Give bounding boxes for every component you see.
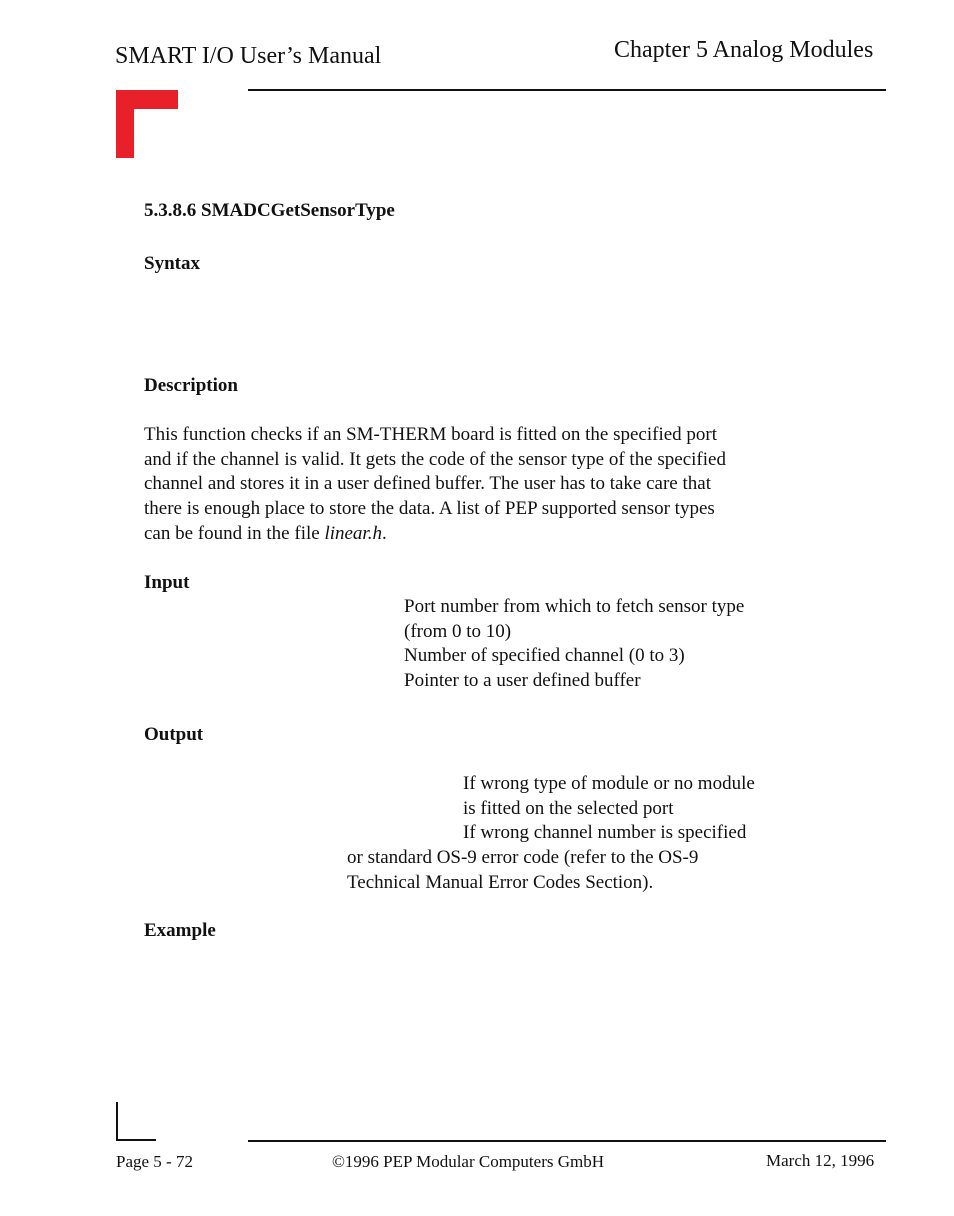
output-line: or standard OS-9 error code (refer to the OS-9 [347, 847, 699, 868]
example-heading: Example [144, 920, 216, 941]
copyright: ©1996 PEP Modular Computers GmbH [332, 1152, 605, 1171]
header-rule [248, 89, 886, 91]
input-line: Number of specified channel (0 to 3) [404, 645, 685, 666]
output-line: If wrong channel number is specified [463, 822, 747, 843]
footer-rule [248, 1140, 886, 1142]
date: March 12, 1996 [766, 1151, 875, 1170]
section-title: 5.3.8.6 SMADCGetSensorType [144, 200, 395, 221]
corner-mark-vertical [116, 90, 134, 158]
syntax-heading: Syntax [144, 253, 200, 274]
input-parameter-list [404, 595, 744, 693]
input-line: Port number from which to fetch sensor type [404, 596, 745, 617]
description-heading: Description [144, 375, 238, 396]
description-line: and if the channel is valid. It gets the code of the sensor type of the specified [144, 448, 726, 470]
description-last-prefix: can be found in the file [144, 522, 325, 544]
description-last-suffix: . [381, 522, 387, 544]
input-heading: Input [144, 572, 190, 593]
footer-corner-horizontal [116, 1139, 156, 1141]
input-line: Pointer to a user defined buffer [404, 669, 641, 691]
output-line: Technical Manual Error Codes Section). [347, 871, 654, 893]
output-heading: Output [144, 724, 204, 745]
header-file-name: linear.h [324, 522, 382, 544]
description-line: This function checks if an SM-THERM board is fitted on the specified port [144, 424, 718, 445]
output-line: If wrong type of module or no module [463, 773, 755, 794]
chapter-title: Chapter 5 Analog Modules [614, 37, 874, 63]
manual-title: SMART I/O User’s Manual [115, 43, 382, 69]
description-line [144, 522, 824, 547]
description-paragraph [144, 423, 824, 547]
output-os9-note [347, 846, 698, 895]
description-line: channel and stores it in a user defined buffer. The user has to take care that [144, 473, 711, 495]
footer-corner-vertical [116, 1102, 118, 1141]
output-line: is fitted on the selected port [463, 797, 674, 819]
page-number: Page 5 - 72 [116, 1152, 193, 1171]
input-line: (from 0 to 10) [404, 620, 512, 642]
description-line: there is enough place to store the data. A list of PEP supported sensor types [144, 498, 715, 520]
output-error-list [463, 772, 755, 846]
